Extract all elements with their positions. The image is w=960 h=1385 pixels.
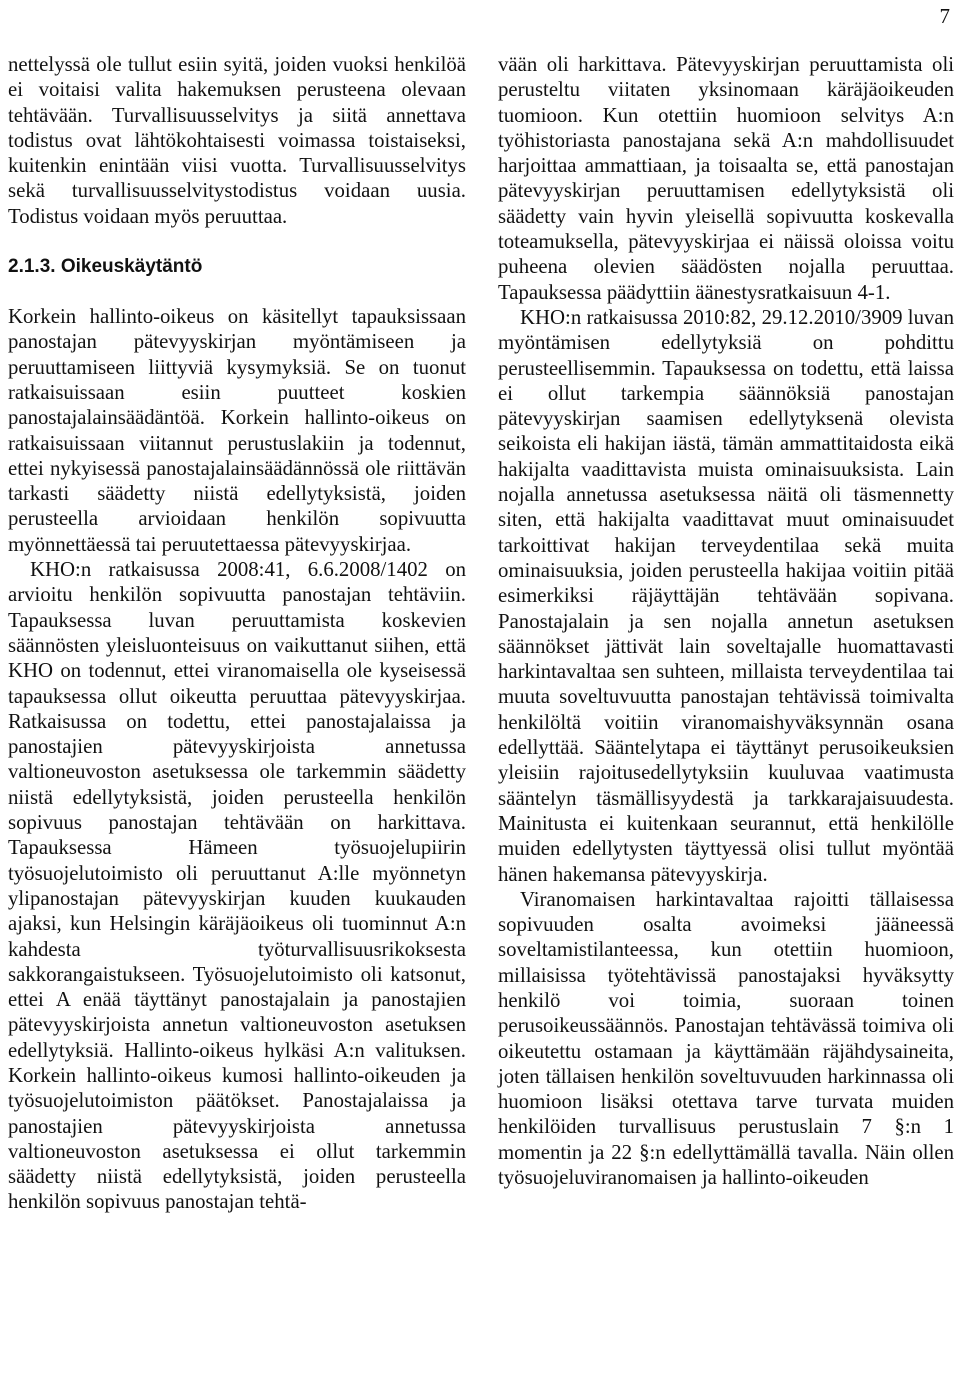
paragraph: nettelyssä ole tullut esiin syitä, joiden vuoksi henkilöä ei voitaisi valita hakemuksen perusteena olevaan tehtävään. Turvallisuusselvitys ja siitä annettava todistus ovat lähtökohtaisesti voimassa toistaiseksi, kuitenkin enintään viisi vuotta. Turvallisuusselvitys sekä turvallisuusselvitystodistus voidaan uusia. Todistus voidaan myös peruuttaa.	[8, 53, 466, 228]
paragraph: KHO:n ratkaisussa 2010:82, 29.12.2010/3909 luvan myöntämisen edellytyksiä on pohdittu perusteellisemmin. Tapauksessa on todettu, että laissa ei ollut tarkempia säännöksiä panostajan pätevyyskirjan saamisen edellytyksenä olevista seikoista eli hakijan iästä, tämän ammattitaidosta eikä hakijalta vaadittavista muista ominaisuuksista. Lain nojalla annetussa asetuksessa näitä oli täsmennetty siten, että hakijalta vaadittavat muut ominaisuudet tarkoittivat hakijan terveydentilaa sekä muita ominaisuuksia, joiden perusteella hakijaa voitiin pitää esimerkiksi räjäyttäjän tehtävään sopivana. Panostajalain ja sen nojalla annetun asetuksen säännökset jättivät lain soveltajalle huomattavasti harkintavaltaa sen suhteen, millaista terveydentilaa tai muuta soveltuvuutta panostajan tehtävissä toimivalta henkilöltä voitiin viranomaishyväksynnän osana edellyttää. Sääntelytapa ei täyttänyt perusoikeuksien yleisiin rajoitusedellytyksiin kuuluvaa vaatimusta sääntelyn täsmällisyydestä ja tarkkarajaisuudesta. Mainitusta ei kuitenkaan seurannut, että henkilölle muiden edellytysten täyttyessä olisi tullut myöntää hänen hakemansa pätevyyskirja.	[498, 305, 954, 886]
spacer	[8, 279, 466, 304]
left-column	[8, 52, 466, 1215]
paragraph: Korkein hallinto-oikeus on käsitellyt tapauksissaan panostajan pätevyyskirjan myöntämiseen ja peruuttamiseen liittyviä kysymyksiä. Se on tuonut ratkaisuissaan esiin puutteet koskien panostajalainsäädäntöä. Korkein hallinto-oikeus on ratkaisuissaan viitannut perustuslakiin ja todennut, ettei nykyisessä panostajalainsäädännössä ole riittävän tarkasti säädetty niistä edellytyksistä, joiden perusteella arvioidaan henkilön sopivuutta myönnettäessä tai peruutettaessa pätevyyskirjaa.	[8, 305, 466, 556]
paragraph: vään oli harkittava. Pätevyyskirjan peruuttamista oli perusteltu viitaten yksinomaan käräjäoikeuden tuomioon. Kun otettiin huomioon selvitys A:n työhistoriasta panostajana sekä A:n mahdollisuudet harjoittaa ammattiaan, ja toisaalta se, että panostajan pätevyyskirjan peruuttamisen edellytyksistä oli säädetty vain hyvin yleisellä sopivuutta koskevalla toteamuksella, pätevyyskirjaa ei näissä oloissa voitu puheena olevien säädösten nojalla peruuttaa. Tapauksessa päädyttiin äänestysratkaisuun 4-1.	[498, 53, 954, 304]
right-column	[498, 52, 954, 1190]
page-number: 7	[939, 4, 950, 28]
paragraph: Viranomaisen harkintavaltaa rajoitti tällaisessa sopivuuden osalta avoimeksi jääneessä soveltamistilanteessa, kun otettiin huomioon, millaisissa työtehtävissä panostajaksi hyväksytty henkilö voi toimia, suoraan toinen perusoikeussäännös. Panostajan tehtävässä toimiva oli oikeutettu ostamaan ja käyttämään räjähdysaineita, joten tällaisen henkilön soveltuvuuden harkinnassa oli huomioon lisäksi otettava tarve turvata muiden henkilöiden turvallisuus perustuslain 7 §:n 1 momentin ja 22 §:n edellyttämällä tavalla. Näin ollen työsuojeluviranomaisen ja hallinto-oikeuden	[498, 887, 954, 1190]
spacer	[8, 229, 466, 254]
paragraph: KHO:n ratkaisussa 2008:41, 6.6.2008/1402 on arvioitu henkilön sopivuutta panostajan tehtäviin. Tapauksessa luvan peruuttamista koskevien säännösten yleisluonteisuus on vaikuttanut siihen, että KHO on todennut, ettei viranomaisella ole kyseisessä tapauksessa ollut oikeutta peruuttaa pätevyyskirjaa. Ratkaisussa on todettu, ettei panostajalaissa ja panostajien pätevyyskirjoista annetussa valtioneuvoston asetuksessa ole tarkemmin säädetty niistä edellytyksistä, joiden perusteella henkilön sopivuus panostajan tehtävään on harkittava. Tapauksessa Hämeen työsuojelupiirin työsuojelutoimisto oli peruuttanut A:lle myönnetyn ylipanostajan pätevyyskirjan kuuden kuukauden ajaksi, kun Helsingin käräjäoikeus oli tuominnut A:n kahdesta työturvallisuusrikoksesta sakkorangaistukseen. Työsuojelutoimisto oli katsonut, ettei A enää täyttänyt panostajalain ja panostajien pätevyyskirjoista annetun valtioneuvoston asetuksen edellytyksiä. Hallinto-oikeus hylkäsi A:n valituksen. Korkein hallinto-oikeus kumosi hallinto-oikeuden ja työsuojelutoimiston päätökset. Panostajalaissa ja panostajien pätevyyskirjoista annetussa valtioneuvoston asetuksessa ei ollut tarkemmin säädetty niistä edellytyksistä, joiden perusteella henkilön sopivuus panostajan tehtä-	[8, 558, 466, 1214]
section-heading: 2.1.3. Oikeuskäytäntö	[8, 256, 203, 278]
